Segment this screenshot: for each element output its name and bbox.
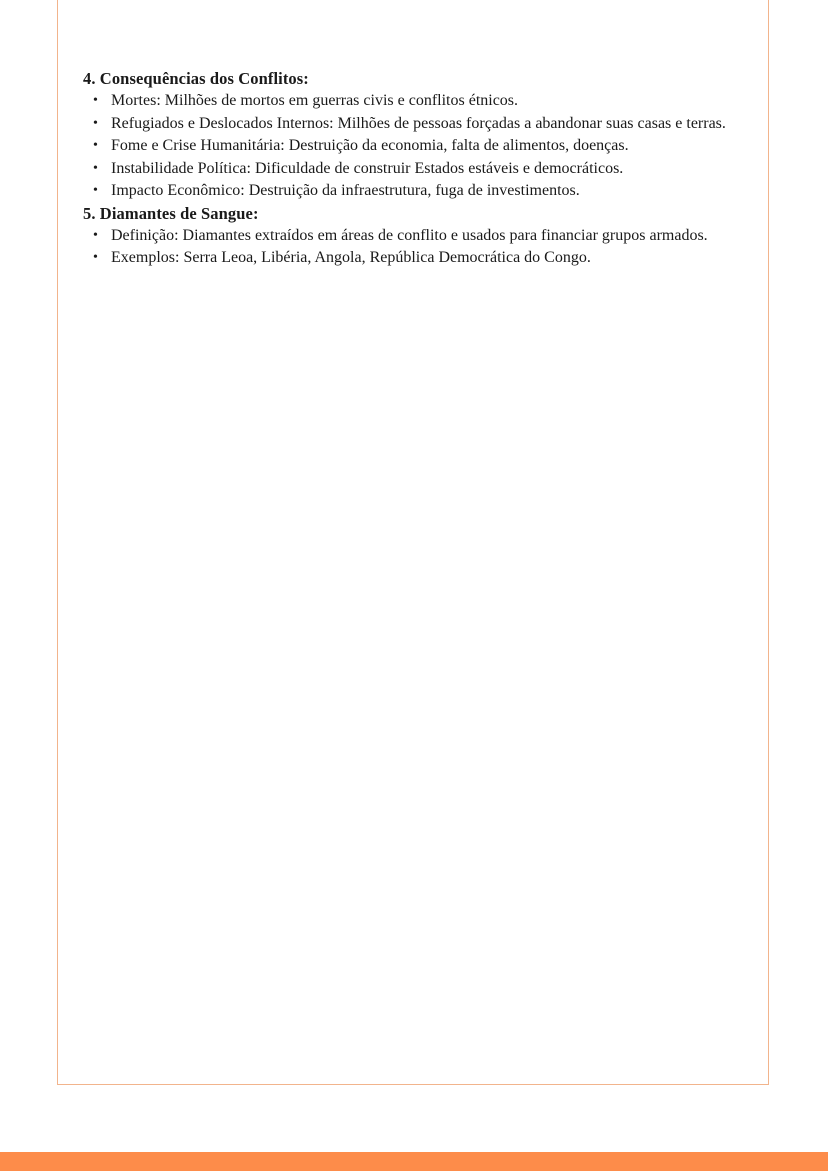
list-item-text: Fome e Crise Humanitária: Destruição da economia, falta de alimentos, doenças. [111, 137, 629, 154]
list-item [83, 225, 733, 248]
section-heading-consequences: 4. Consequências dos Conflitos: [83, 69, 309, 88]
list-item [83, 135, 733, 158]
consequences-list [83, 90, 733, 203]
list-item-text: Impacto Econômico: Destruição da infraestrutura, fuga de investimentos. [111, 182, 580, 199]
list-item-text: Definição: Diamantes extraídos em áreas de conflito e usados para financiar grupos armados. [111, 226, 708, 244]
list-item [83, 158, 733, 181]
list-item-text: Instabilidade Política: Dificuldade de construir Estados estáveis e democráticos. [111, 159, 624, 177]
bullet-icon: • [93, 250, 98, 265]
blood-diamonds-list [83, 225, 733, 270]
bullet-icon: • [93, 227, 98, 243]
bullet-icon: • [93, 93, 98, 108]
section-heading-blood-diamonds: 5. Diamantes de Sangue: [83, 203, 259, 223]
list-item [83, 247, 733, 270]
list-item-text: Exemplos: Serra Leoa, Libéria, Angola, República Democrática do Congo. [111, 249, 591, 266]
bullet-icon: • [93, 138, 98, 153]
list-item [83, 90, 733, 113]
bullet-icon: • [93, 183, 98, 198]
list-item-text: Refugiados e Deslocados Internos: Milhões de pessoas forçadas a abandonar suas casas e terras. [111, 114, 726, 132]
list-item [83, 180, 733, 203]
footer-accent-bar [0, 1152, 828, 1171]
bullet-icon: • [93, 160, 98, 176]
list-item [83, 113, 733, 136]
list-item-text: Mortes: Milhões de mortos em guerras civis e conflitos étnicos. [111, 92, 519, 109]
document-content [83, 68, 733, 270]
bullet-icon: • [93, 115, 98, 131]
